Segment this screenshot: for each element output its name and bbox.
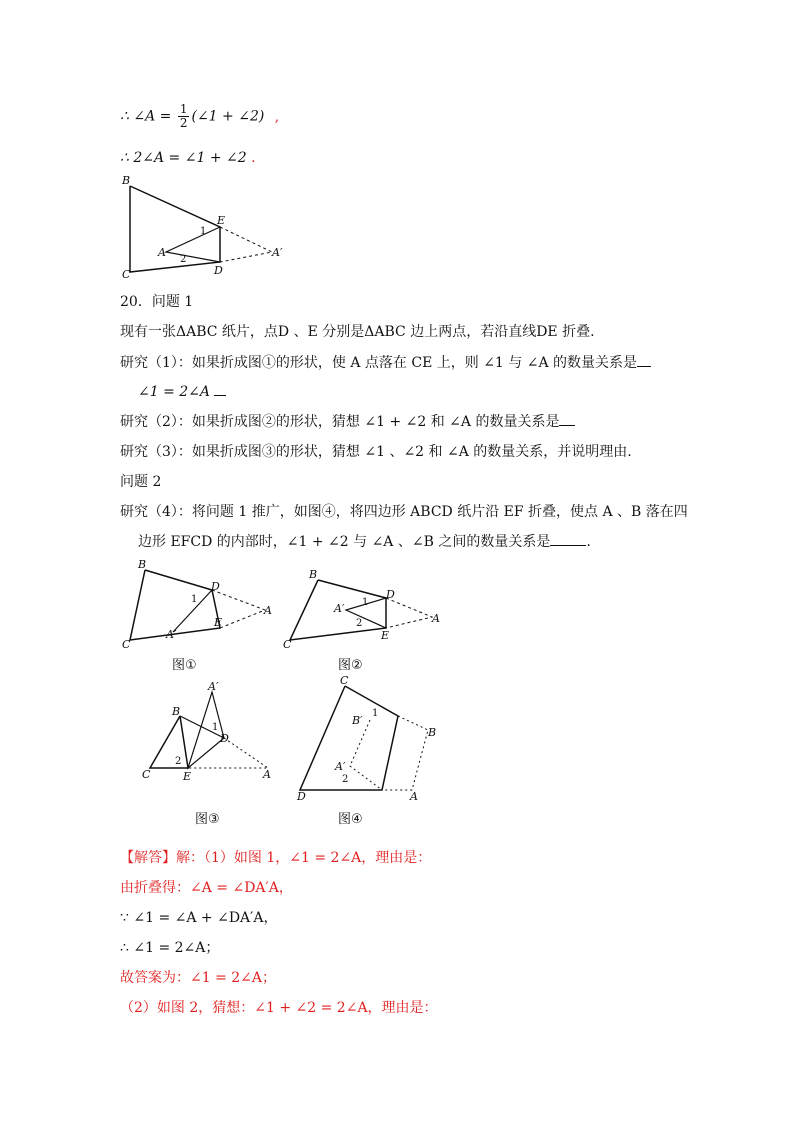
label-C: C xyxy=(122,268,131,281)
label-A: A xyxy=(158,246,166,259)
f1-label-A-prime: A′ xyxy=(166,628,177,641)
proof-line-1-prefix: ∴ ∠A = xyxy=(120,108,176,125)
f3-label-1: 1 xyxy=(212,722,219,733)
proof-line-1-suffix: (∠1 + ∠2) xyxy=(191,108,265,125)
fraction-numerator: 1 xyxy=(179,102,188,116)
solution-line-2: ∵ ∠1 = ∠A + ∠DA′A， xyxy=(120,910,278,926)
figure-1 xyxy=(122,558,272,651)
caption-fig2: 图② xyxy=(338,658,363,673)
fig4-fold xyxy=(350,720,382,790)
red-mark: . xyxy=(251,150,256,166)
f3-label-C: C xyxy=(142,768,151,781)
f2-label-B: B xyxy=(309,568,318,581)
red-mark: , xyxy=(274,108,280,125)
label-2: 2 xyxy=(180,254,187,265)
research-2-text: 研究（2）：如果折成图②的形状，猜想 ∠1 + ∠2 和 ∠A 的数量关系是 xyxy=(120,414,560,430)
problem-2-heading: 问题 2 xyxy=(120,474,162,490)
research-4-cont-text: 边形 EFCD 的内部时，∠1 + ∠2 与 ∠A 、∠B 之间的数量关系是 xyxy=(138,534,551,550)
f1-label-1: 1 xyxy=(191,594,198,605)
solution-line-5: （2）如图 2，猜想：∠1 + ∠2 = 2∠A，理由是： xyxy=(120,1000,438,1016)
solution-line-1: 由折叠得：∠A = ∠DA′A， xyxy=(120,880,293,896)
f4-label-B: B xyxy=(428,726,437,739)
f2-label-A-prime: A′ xyxy=(334,602,345,615)
label-1: 1 xyxy=(200,226,207,237)
f4-label-C: C xyxy=(340,674,349,687)
solution-line-3: ∴ ∠1 = 2∠A； xyxy=(120,940,220,956)
f3-label-A: A xyxy=(263,768,271,781)
f3-label-D: D xyxy=(220,732,229,745)
f4-label-B-prime: B′ xyxy=(352,714,363,727)
f1-label-E: E xyxy=(214,616,223,629)
research-1-answer-text: ∠1 = 2∠A xyxy=(138,384,211,400)
f4-label-2: 2 xyxy=(342,774,349,785)
f4-label-1: 1 xyxy=(372,708,379,719)
figure-2 xyxy=(283,568,440,651)
caption-fig3: 图③ xyxy=(195,812,220,827)
problem-number: 20．问题 1 xyxy=(120,294,194,310)
label-D: D xyxy=(214,264,223,277)
research-3: 研究（3）：如果折成图③的形状，猜想 ∠1 、∠2 和 ∠A 的数量关系，并说明理由. xyxy=(120,444,632,460)
label-A-prime: A′ xyxy=(272,246,283,259)
f2-label-2: 2 xyxy=(356,618,363,629)
fig3-triangle xyxy=(150,716,188,768)
f4-label-A-prime: A′ xyxy=(335,760,346,773)
f2-label-D: D xyxy=(386,588,395,601)
f4-label-D: D xyxy=(297,790,306,803)
solution-head: 【解答】解：（1）如图 1，∠1 = 2∠A，理由是： xyxy=(120,850,432,866)
f1-label-C: C xyxy=(122,638,131,651)
caption-fig4: 图④ xyxy=(338,812,363,827)
research-4: 研究（4）：将问题 1 推广，如图④，将四边形 ABCD 纸片沿 EF 折叠，使点 A 、B 落在四 xyxy=(120,504,688,520)
period: . xyxy=(586,534,591,550)
research-1-text: 研究（1）：如果折成图①的形状，使 A 点落在 CE 上，则 ∠1 与 ∠A 的数量关系是 xyxy=(120,355,638,371)
f3-label-A-prime: A′ xyxy=(208,680,219,693)
f2-label-C: C xyxy=(283,638,292,651)
f3-label-B: B xyxy=(172,705,181,718)
f1-label-A: A xyxy=(264,604,272,617)
solution-line-4: 故答案为：∠1 = 2∠A； xyxy=(120,970,277,986)
label-E: E xyxy=(217,214,226,227)
fig4-dashed xyxy=(382,716,428,790)
fig4-quad xyxy=(300,686,398,790)
f2-label-1: 1 xyxy=(362,597,369,608)
figure-4 xyxy=(296,674,436,803)
f4-label-A: A xyxy=(410,790,418,803)
f3-label-E: E xyxy=(183,770,192,783)
fig2-dashed xyxy=(386,598,432,628)
proof-line-2-text: ∴ 2∠A = ∠1 + ∠2 xyxy=(120,150,247,166)
label-B: B xyxy=(122,174,131,187)
caption-fig1: 图① xyxy=(172,658,197,673)
figure-3 xyxy=(142,680,271,783)
f1-label-D: D xyxy=(211,580,220,593)
f2-label-A: A xyxy=(432,612,440,625)
f3-label-2: 2 xyxy=(175,756,182,767)
problem-statement: 现有一张ΔABC 纸片，点D 、E 分别是ΔABC 边上两点，若沿直线DE 折叠. xyxy=(120,324,595,340)
f2-label-E: E xyxy=(381,629,390,642)
f1-label-B: B xyxy=(138,558,147,571)
fraction-denominator: 2 xyxy=(179,116,188,130)
